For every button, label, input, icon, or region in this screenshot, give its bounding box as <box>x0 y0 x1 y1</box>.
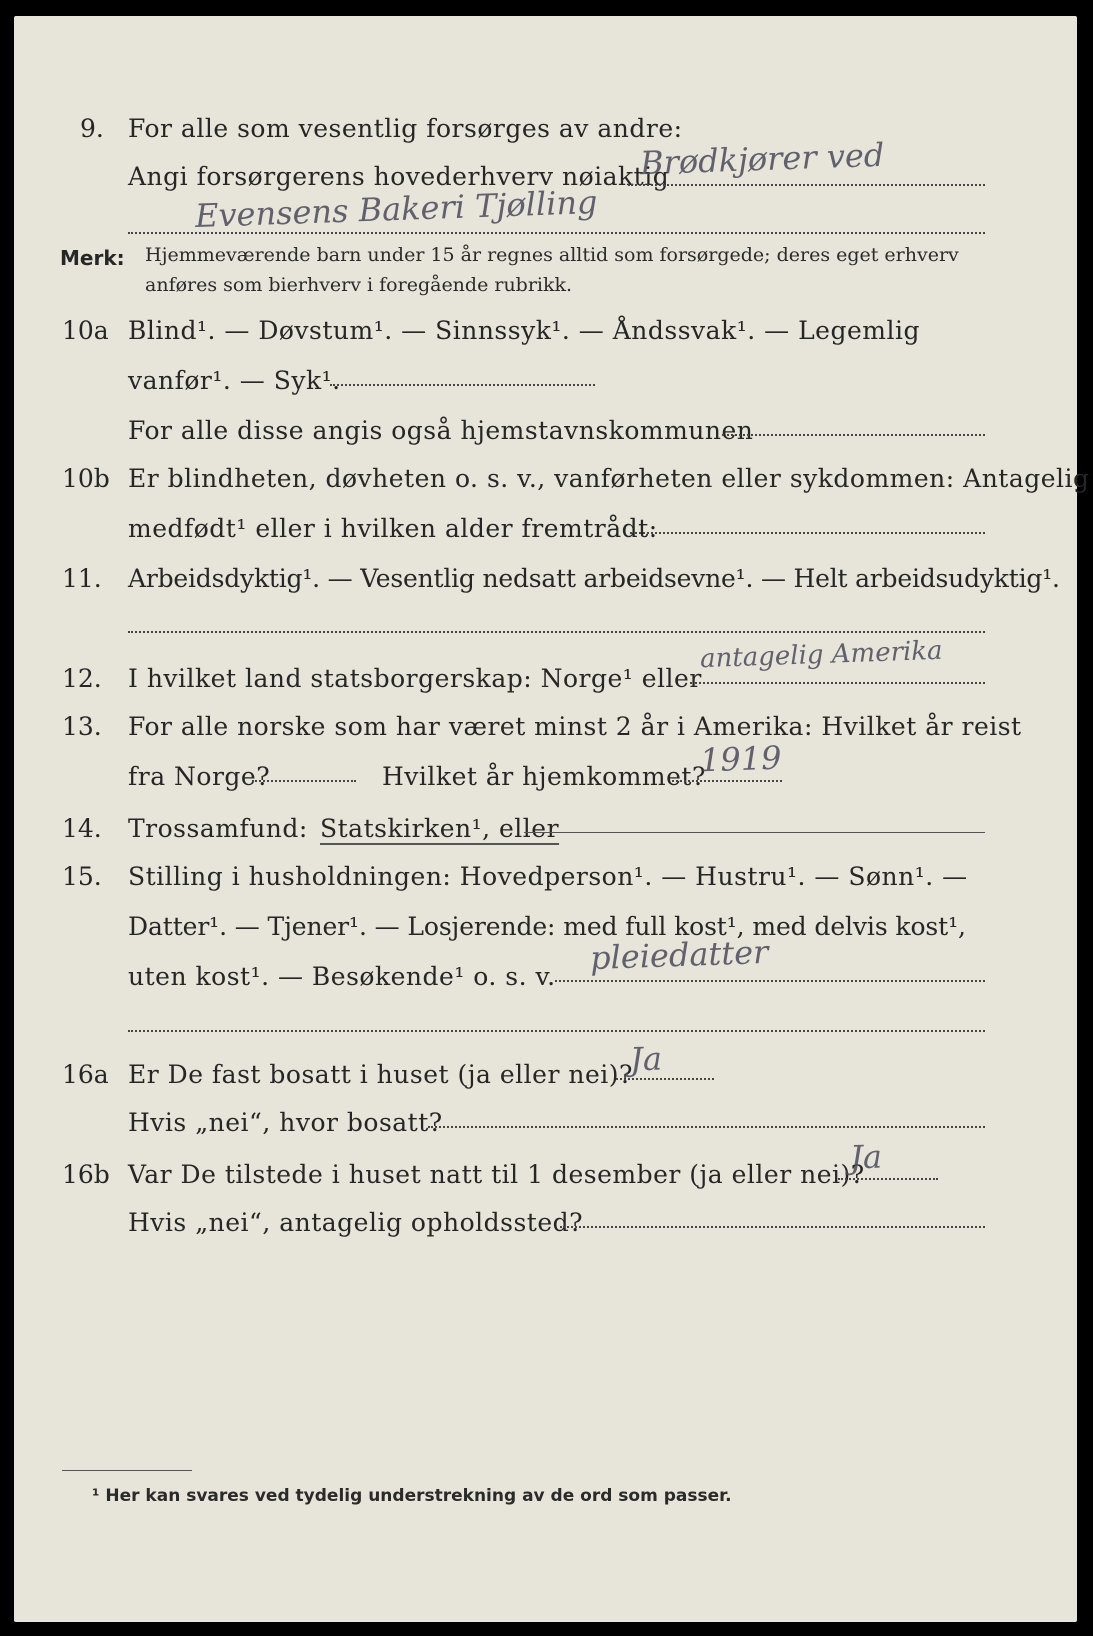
q9-line1: For alle som vesentlig forsørges av andre: <box>128 114 683 143</box>
merk-label: Merk: <box>60 246 125 270</box>
q12-handwritten-answer: antagelig Amerika <box>699 635 944 675</box>
q13-hjem-line <box>672 780 782 782</box>
q10a-kommune-line <box>722 434 985 436</box>
q14-label: Trossamfund: <box>128 814 308 843</box>
merk-line1: Hjemmeværende barn under 15 år regnes alltid som forsørgede; deres eget erhverv <box>145 244 959 266</box>
q13-reist-line <box>252 780 356 782</box>
q9-number: 9. <box>80 114 104 143</box>
q15-answer-line <box>555 980 985 982</box>
q16b-line1: Var De tilstede i huset natt til 1 desember (ja eller nei)? <box>128 1160 865 1189</box>
q15-handwritten-answer: pleiedatter <box>589 932 769 978</box>
q9-handwritten-answer2: Evensens Bakeri Tjølling <box>194 182 599 236</box>
q9-answer-line <box>628 184 985 186</box>
q10a-line1: Blind¹. — Døvstum¹. — Sinnssyk¹. — Åndssvak¹. — Legemlig <box>128 316 920 345</box>
q15-number: 15. <box>62 862 102 891</box>
q11-number: 11. <box>62 564 102 593</box>
q14-answer-line <box>524 832 985 833</box>
q13-handwritten-answer: 1919 <box>699 738 783 780</box>
q10b-number: 10b <box>62 464 110 493</box>
merk-line2: anføres som bierhverv i foregående rubrikk. <box>145 274 573 296</box>
q16a-line1: Er De fast bosatt i huset (ja eller nei)? <box>128 1060 633 1089</box>
q15-line1: Stilling i husholdningen: Hovedperson¹. — Hustru¹. — Sønn¹. — <box>128 862 968 891</box>
q12-line1: I hvilket land statsborgerskap: Norge¹ eller <box>128 664 702 693</box>
footnote-text: ¹ Her kan svares ved tydelig understrekning av de ord som passer. <box>92 1486 732 1506</box>
q9-handwritten-answer1: Brødkjører ved <box>639 135 885 183</box>
q10a-number: 10a <box>62 316 109 345</box>
q15-answer-line2 <box>128 1030 985 1032</box>
q13-line1: For alle norske som har været minst 2 år i Amerika: Hvilket år reist <box>128 712 1022 741</box>
q10b-line1: Er blindheten, døvheten o. s. v., vanførheten eller sykdommen: Antagelig <box>128 464 1090 493</box>
q10a-syk-line <box>330 384 595 386</box>
q10b-line2: medfødt¹ eller i hvilken alder fremtrådt: <box>128 514 658 543</box>
q15-line2: Datter¹. — Tjener¹. — Losjerende: med full kost¹, med delvis kost¹, <box>128 912 966 941</box>
q16a-number: 16a <box>62 1060 109 1089</box>
q16a-bosatt-line <box>428 1126 985 1128</box>
q10a-line3: For alle disse angis også hjemstavnskommunen <box>128 416 754 445</box>
q15-line3: uten kost¹. — Besøkende¹ o. s. v. <box>128 962 556 991</box>
q13-line2a: fra Norge? <box>128 762 271 791</box>
q10b-answer-line <box>630 532 985 534</box>
q16a-line2: Hvis „nei“, hvor bosatt? <box>128 1108 443 1137</box>
q14-options: Statskirken¹, eller <box>320 814 560 843</box>
q13-line2b: Hvilket år hjemkommet? <box>382 762 706 791</box>
q10a-line2: vanfør¹. — Syk¹. <box>128 366 341 395</box>
q16b-line2: Hvis „nei“, antagelig opholdssted? <box>128 1208 584 1237</box>
q16b-opholdssted-line <box>560 1226 985 1228</box>
q16b-number: 16b <box>62 1160 110 1189</box>
footnote-rule <box>62 1470 192 1471</box>
q13-number: 13. <box>62 712 102 741</box>
q9-line2: Angi forsørgerens hovederhverv nøiaktig <box>128 162 670 191</box>
q16b-handwritten-answer: Ja <box>849 1137 883 1177</box>
q11-answer-line <box>128 631 985 633</box>
q12-number: 12. <box>62 664 102 693</box>
q16a-handwritten-answer: Ja <box>629 1039 663 1079</box>
q14-number: 14. <box>62 814 102 843</box>
q11-line1: Arbeidsdyktig¹. — Vesentlig nedsatt arbeidsevne¹. — Helt arbeidsudyktig¹. <box>128 564 1060 593</box>
q12-answer-line <box>690 682 985 684</box>
q16b-answer-line <box>838 1178 938 1180</box>
